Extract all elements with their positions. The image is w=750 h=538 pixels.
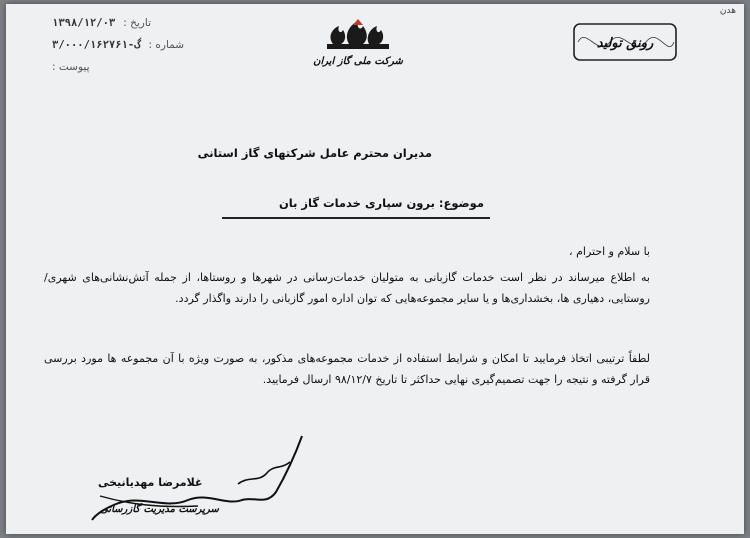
date-row [52,12,187,34]
subject-underline [222,217,490,219]
slogan-text: رونق تولید [596,36,654,51]
attachment-label: پیوست : [52,61,90,73]
paragraph-1-text: به اطلاع میرساند در نظر است خدمات گازبانی به متولیان خدمات‌رسانی در شهرها و روستاها، از جمله آتش‌نشانی‌های شهری/روستایی، دهیاری ها، بخشداری‌ها و یا سایر مجموعه‌هایی که توان اداره امور گازبانی را دارند واگذار گردد. [44,271,650,305]
number-row [52,34,187,56]
slogan-stamp [572,22,678,66]
paragraph-2-text: لطفاً ترتیبی اتخاذ فرمایید تا امکان و شرایط استفاده از خدمات مجموعه‌های مذکور، به صورت ویژه با آن مجموعه ها مورد بررسی قرار گرفته و نتیجه را جهت تصمیم‌گیری نهایی حداکثر تا تاریخ ۹۸/۱۲/۷ ارسال فرمایید. [44,352,650,386]
letter-page [6,4,744,534]
date-label: تاریخ : [123,17,151,29]
greeting: با سلام و احترام ، [569,245,650,258]
signatory-title: سرپرست مدیریت گازرسانی [100,504,219,515]
flame-logo-icon [323,18,393,52]
paragraph-1 [44,268,650,309]
paragraph-2 [44,349,650,390]
number-label: شماره : [148,39,185,51]
recipient: مدیران محترم عامل شرکتهای گاز استانی [197,146,432,160]
company-name: شرکت ملی گاز ایران [313,56,403,67]
subject: موضوع: برون سپاری خدمات گاز بان [278,196,484,210]
date-value: ۱۳۹۸/۱۲/۰۳ [52,17,116,29]
attachment-row [52,56,187,78]
signatory-name: غلامرضا مهدیانیخی [98,476,203,489]
letter-meta [52,12,187,78]
number-value: گ-۳/۰۰۰/۱۶۲۷۶۱ [52,39,141,51]
company-logo [308,18,408,67]
corner-mark: هدن [719,6,736,16]
